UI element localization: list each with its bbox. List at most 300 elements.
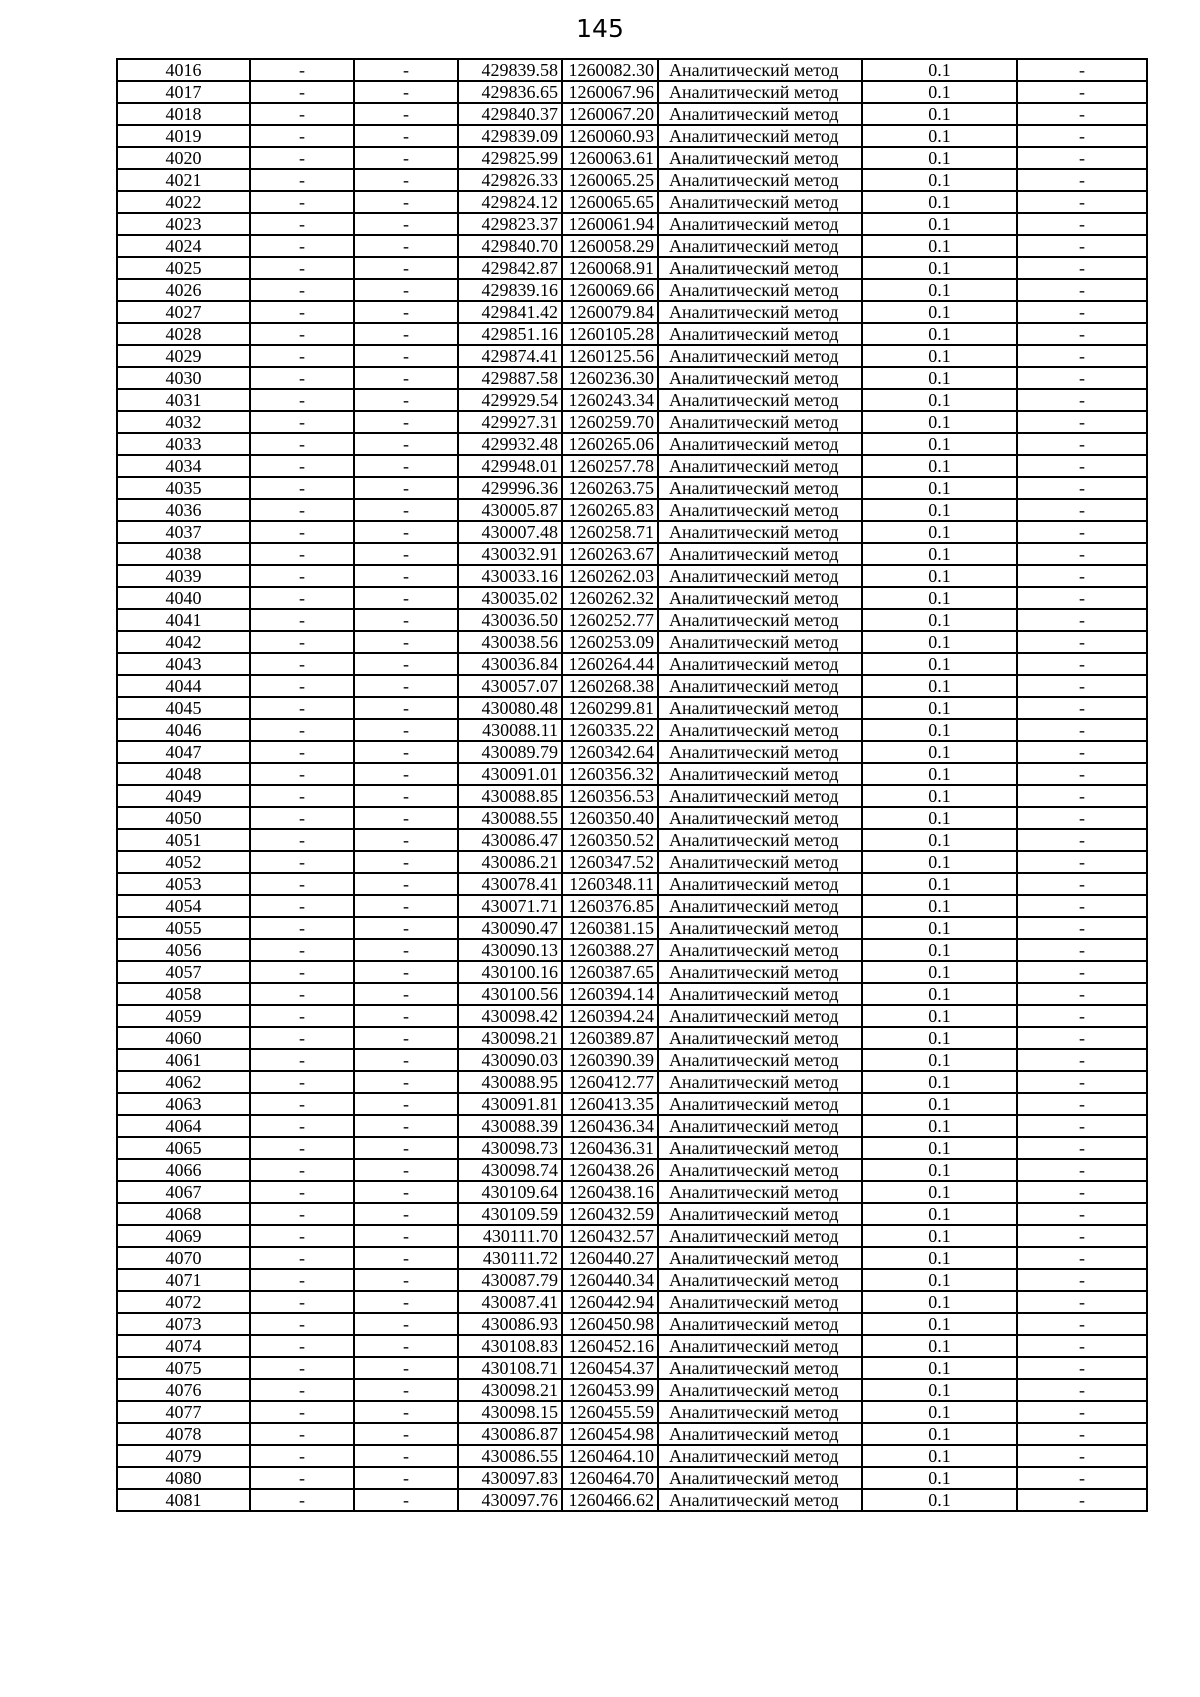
method-cell: Аналитический метод (658, 1401, 862, 1423)
empty-value-cell: - (250, 1247, 354, 1269)
point-number-cell: 4017 (117, 81, 250, 103)
accuracy-cell: 0.1 (862, 587, 1017, 609)
empty-value-cell: - (354, 81, 458, 103)
coordinate-x-cell: 430100.56 (458, 983, 562, 1005)
coordinate-y-cell: 1260299.81 (562, 697, 658, 719)
method-cell: Аналитический метод (658, 455, 862, 477)
empty-value-cell: - (1017, 213, 1147, 235)
empty-value-cell: - (354, 411, 458, 433)
coordinate-y-cell: 1260432.57 (562, 1225, 658, 1247)
coordinate-y-cell: 1260436.31 (562, 1137, 658, 1159)
table-row (117, 1313, 1147, 1335)
table-row (117, 477, 1147, 499)
empty-value-cell: - (354, 521, 458, 543)
coordinate-x-cell: 430036.84 (458, 653, 562, 675)
table-row (117, 169, 1147, 191)
coordinate-y-cell: 1260350.40 (562, 807, 658, 829)
empty-value-cell: - (250, 433, 354, 455)
point-number-cell: 4035 (117, 477, 250, 499)
point-number-cell: 4054 (117, 895, 250, 917)
coordinate-y-cell: 1260065.25 (562, 169, 658, 191)
point-number-cell: 4016 (117, 59, 250, 81)
coordinate-y-cell: 1260236.30 (562, 367, 658, 389)
empty-value-cell: - (250, 521, 354, 543)
coordinate-x-cell: 430109.59 (458, 1203, 562, 1225)
empty-value-cell: - (1017, 631, 1147, 653)
accuracy-cell: 0.1 (862, 741, 1017, 763)
coordinate-y-cell: 1260067.20 (562, 103, 658, 125)
point-number-cell: 4060 (117, 1027, 250, 1049)
coordinate-x-cell: 430098.42 (458, 1005, 562, 1027)
empty-value-cell: - (250, 1445, 354, 1467)
empty-value-cell: - (250, 1137, 354, 1159)
empty-value-cell: - (1017, 345, 1147, 367)
method-cell: Аналитический метод (658, 675, 862, 697)
coordinate-y-cell: 1260455.59 (562, 1401, 658, 1423)
coordinate-y-cell: 1260466.62 (562, 1489, 658, 1511)
accuracy-cell: 0.1 (862, 1115, 1017, 1137)
point-number-cell: 4023 (117, 213, 250, 235)
accuracy-cell: 0.1 (862, 719, 1017, 741)
method-cell: Аналитический метод (658, 499, 862, 521)
empty-value-cell: - (354, 1137, 458, 1159)
empty-value-cell: - (250, 345, 354, 367)
coordinate-y-cell: 1260454.98 (562, 1423, 658, 1445)
empty-value-cell: - (250, 829, 354, 851)
point-number-cell: 4022 (117, 191, 250, 213)
point-number-cell: 4046 (117, 719, 250, 741)
coordinate-x-cell: 430057.07 (458, 675, 562, 697)
empty-value-cell: - (354, 543, 458, 565)
empty-value-cell: - (354, 1445, 458, 1467)
coordinate-y-cell: 1260265.06 (562, 433, 658, 455)
empty-value-cell: - (354, 1247, 458, 1269)
coordinate-x-cell: 430098.73 (458, 1137, 562, 1159)
coordinate-x-cell: 429825.99 (458, 147, 562, 169)
method-cell: Аналитический метод (658, 1071, 862, 1093)
coordinate-x-cell: 430088.39 (458, 1115, 562, 1137)
coordinate-y-cell: 1260412.77 (562, 1071, 658, 1093)
empty-value-cell: - (1017, 279, 1147, 301)
accuracy-cell: 0.1 (862, 543, 1017, 565)
coordinate-x-cell: 429929.54 (458, 389, 562, 411)
table-row (117, 653, 1147, 675)
table-row (117, 1247, 1147, 1269)
method-cell: Аналитический метод (658, 301, 862, 323)
table-row (117, 895, 1147, 917)
coordinate-x-cell: 429839.16 (458, 279, 562, 301)
method-cell: Аналитический метод (658, 653, 862, 675)
coordinate-y-cell: 1260082.30 (562, 59, 658, 81)
empty-value-cell: - (354, 455, 458, 477)
empty-value-cell: - (354, 235, 458, 257)
accuracy-cell: 0.1 (862, 1225, 1017, 1247)
empty-value-cell: - (250, 1357, 354, 1379)
coordinate-y-cell: 1260125.56 (562, 345, 658, 367)
coordinate-y-cell: 1260253.09 (562, 631, 658, 653)
accuracy-cell: 0.1 (862, 279, 1017, 301)
accuracy-cell: 0.1 (862, 1005, 1017, 1027)
accuracy-cell: 0.1 (862, 1313, 1017, 1335)
coordinate-x-cell: 429842.87 (458, 257, 562, 279)
table-row (117, 939, 1147, 961)
empty-value-cell: - (1017, 1401, 1147, 1423)
coordinate-y-cell: 1260264.44 (562, 653, 658, 675)
table-row (117, 961, 1147, 983)
coordinate-x-cell: 429927.31 (458, 411, 562, 433)
coordinate-x-cell: 429932.48 (458, 433, 562, 455)
empty-value-cell: - (1017, 983, 1147, 1005)
coordinate-y-cell: 1260268.38 (562, 675, 658, 697)
table-row (117, 1005, 1147, 1027)
empty-value-cell: - (250, 895, 354, 917)
empty-value-cell: - (250, 1027, 354, 1049)
empty-value-cell: - (354, 1203, 458, 1225)
accuracy-cell: 0.1 (862, 631, 1017, 653)
coordinate-y-cell: 1260350.52 (562, 829, 658, 851)
accuracy-cell: 0.1 (862, 829, 1017, 851)
empty-value-cell: - (354, 169, 458, 191)
coordinate-x-cell: 430086.87 (458, 1423, 562, 1445)
coordinate-x-cell: 430098.21 (458, 1027, 562, 1049)
coordinate-x-cell: 429826.33 (458, 169, 562, 191)
method-cell: Аналитический метод (658, 147, 862, 169)
empty-value-cell: - (1017, 235, 1147, 257)
empty-value-cell: - (250, 81, 354, 103)
empty-value-cell: - (1017, 741, 1147, 763)
empty-value-cell: - (354, 565, 458, 587)
coordinate-y-cell: 1260061.94 (562, 213, 658, 235)
empty-value-cell: - (1017, 807, 1147, 829)
method-cell: Аналитический метод (658, 103, 862, 125)
coordinate-x-cell: 430090.47 (458, 917, 562, 939)
coordinate-y-cell: 1260063.61 (562, 147, 658, 169)
accuracy-cell: 0.1 (862, 1423, 1017, 1445)
empty-value-cell: - (250, 1423, 354, 1445)
empty-value-cell: - (354, 807, 458, 829)
empty-value-cell: - (354, 829, 458, 851)
accuracy-cell: 0.1 (862, 81, 1017, 103)
point-number-cell: 4034 (117, 455, 250, 477)
empty-value-cell: - (1017, 895, 1147, 917)
empty-value-cell: - (1017, 1489, 1147, 1511)
point-number-cell: 4073 (117, 1313, 250, 1335)
coordinate-x-cell: 430087.41 (458, 1291, 562, 1313)
point-number-cell: 4047 (117, 741, 250, 763)
accuracy-cell: 0.1 (862, 257, 1017, 279)
empty-value-cell: - (250, 389, 354, 411)
empty-value-cell: - (1017, 389, 1147, 411)
table-row (117, 1445, 1147, 1467)
accuracy-cell: 0.1 (862, 125, 1017, 147)
empty-value-cell: - (1017, 653, 1147, 675)
method-cell: Аналитический метод (658, 1203, 862, 1225)
table-row (117, 103, 1147, 125)
point-number-cell: 4025 (117, 257, 250, 279)
empty-value-cell: - (1017, 147, 1147, 169)
table-row (117, 1467, 1147, 1489)
empty-value-cell: - (1017, 1181, 1147, 1203)
empty-value-cell: - (1017, 829, 1147, 851)
empty-value-cell: - (354, 213, 458, 235)
empty-value-cell: - (1017, 521, 1147, 543)
method-cell: Аналитический метод (658, 1489, 862, 1511)
empty-value-cell: - (250, 169, 354, 191)
table-row (117, 587, 1147, 609)
empty-value-cell: - (250, 719, 354, 741)
accuracy-cell: 0.1 (862, 1159, 1017, 1181)
accuracy-cell: 0.1 (862, 961, 1017, 983)
method-cell: Аналитический метод (658, 191, 862, 213)
empty-value-cell: - (1017, 697, 1147, 719)
accuracy-cell: 0.1 (862, 917, 1017, 939)
method-cell: Аналитический метод (658, 851, 862, 873)
table-row (117, 1225, 1147, 1247)
coordinate-x-cell: 430038.56 (458, 631, 562, 653)
empty-value-cell: - (250, 1313, 354, 1335)
coordinate-x-cell: 430086.21 (458, 851, 562, 873)
empty-value-cell: - (250, 697, 354, 719)
empty-value-cell: - (1017, 1005, 1147, 1027)
coordinate-y-cell: 1260394.24 (562, 1005, 658, 1027)
table-row (117, 983, 1147, 1005)
empty-value-cell: - (250, 609, 354, 631)
method-cell: Аналитический метод (658, 125, 862, 147)
point-number-cell: 4068 (117, 1203, 250, 1225)
coordinate-x-cell: 430091.81 (458, 1093, 562, 1115)
method-cell: Аналитический метод (658, 477, 862, 499)
method-cell: Аналитический метод (658, 213, 862, 235)
method-cell: Аналитический метод (658, 411, 862, 433)
table-row (117, 1357, 1147, 1379)
empty-value-cell: - (1017, 1467, 1147, 1489)
method-cell: Аналитический метод (658, 609, 862, 631)
accuracy-cell: 0.1 (862, 1291, 1017, 1313)
table-row (117, 851, 1147, 873)
table-row (117, 741, 1147, 763)
empty-value-cell: - (250, 1159, 354, 1181)
accuracy-cell: 0.1 (862, 1489, 1017, 1511)
table-row (117, 257, 1147, 279)
point-number-cell: 4044 (117, 675, 250, 697)
empty-value-cell: - (250, 1269, 354, 1291)
point-number-cell: 4071 (117, 1269, 250, 1291)
empty-value-cell: - (250, 1203, 354, 1225)
accuracy-cell: 0.1 (862, 1379, 1017, 1401)
method-cell: Аналитический метод (658, 1357, 862, 1379)
coordinate-x-cell: 430088.11 (458, 719, 562, 741)
point-number-cell: 4074 (117, 1335, 250, 1357)
method-cell: Аналитический метод (658, 719, 862, 741)
empty-value-cell: - (250, 1225, 354, 1247)
empty-value-cell: - (250, 631, 354, 653)
point-number-cell: 4030 (117, 367, 250, 389)
accuracy-cell: 0.1 (862, 1093, 1017, 1115)
empty-value-cell: - (354, 1027, 458, 1049)
coordinate-x-cell: 430109.64 (458, 1181, 562, 1203)
accuracy-cell: 0.1 (862, 1335, 1017, 1357)
empty-value-cell: - (250, 1467, 354, 1489)
accuracy-cell: 0.1 (862, 477, 1017, 499)
empty-value-cell: - (250, 785, 354, 807)
coordinate-x-cell: 429839.09 (458, 125, 562, 147)
empty-value-cell: - (1017, 873, 1147, 895)
coordinate-x-cell: 430032.91 (458, 543, 562, 565)
method-cell: Аналитический метод (658, 433, 862, 455)
coordinate-y-cell: 1260436.34 (562, 1115, 658, 1137)
accuracy-cell: 0.1 (862, 873, 1017, 895)
empty-value-cell: - (354, 257, 458, 279)
method-cell: Аналитический метод (658, 1137, 862, 1159)
table-row (117, 411, 1147, 433)
point-number-cell: 4052 (117, 851, 250, 873)
accuracy-cell: 0.1 (862, 1049, 1017, 1071)
coordinate-y-cell: 1260389.87 (562, 1027, 658, 1049)
empty-value-cell: - (250, 147, 354, 169)
coordinate-x-cell: 430086.55 (458, 1445, 562, 1467)
coordinate-y-cell: 1260335.22 (562, 719, 658, 741)
method-cell: Аналитический метод (658, 1379, 862, 1401)
coordinate-y-cell: 1260390.39 (562, 1049, 658, 1071)
point-number-cell: 4033 (117, 433, 250, 455)
empty-value-cell: - (354, 587, 458, 609)
accuracy-cell: 0.1 (862, 675, 1017, 697)
accuracy-cell: 0.1 (862, 455, 1017, 477)
accuracy-cell: 0.1 (862, 1401, 1017, 1423)
method-cell: Аналитический метод (658, 587, 862, 609)
table-row (117, 521, 1147, 543)
coordinate-y-cell: 1260432.59 (562, 1203, 658, 1225)
empty-value-cell: - (1017, 939, 1147, 961)
accuracy-cell: 0.1 (862, 983, 1017, 1005)
coordinate-y-cell: 1260356.53 (562, 785, 658, 807)
table-row (117, 873, 1147, 895)
coordinate-x-cell: 429851.16 (458, 323, 562, 345)
empty-value-cell: - (354, 961, 458, 983)
coordinate-y-cell: 1260058.29 (562, 235, 658, 257)
coordinate-y-cell: 1260263.75 (562, 477, 658, 499)
accuracy-cell: 0.1 (862, 433, 1017, 455)
accuracy-cell: 0.1 (862, 389, 1017, 411)
method-cell: Аналитический метод (658, 895, 862, 917)
empty-value-cell: - (1017, 301, 1147, 323)
point-number-cell: 4058 (117, 983, 250, 1005)
coordinate-y-cell: 1260442.94 (562, 1291, 658, 1313)
coordinate-y-cell: 1260069.66 (562, 279, 658, 301)
method-cell: Аналитический метод (658, 1313, 862, 1335)
empty-value-cell: - (354, 917, 458, 939)
accuracy-cell: 0.1 (862, 1445, 1017, 1467)
empty-value-cell: - (250, 279, 354, 301)
coordinate-y-cell: 1260259.70 (562, 411, 658, 433)
table-row (117, 917, 1147, 939)
table-row (117, 499, 1147, 521)
empty-value-cell: - (354, 125, 458, 147)
empty-value-cell: - (1017, 1445, 1147, 1467)
coordinate-y-cell: 1260348.11 (562, 873, 658, 895)
empty-value-cell: - (250, 543, 354, 565)
empty-value-cell: - (354, 873, 458, 895)
accuracy-cell: 0.1 (862, 521, 1017, 543)
empty-value-cell: - (1017, 675, 1147, 697)
method-cell: Аналитический метод (658, 1445, 862, 1467)
table-row (117, 301, 1147, 323)
table-row (117, 59, 1147, 81)
table-row (117, 719, 1147, 741)
coordinate-x-cell: 430078.41 (458, 873, 562, 895)
point-number-cell: 4028 (117, 323, 250, 345)
empty-value-cell: - (250, 213, 354, 235)
point-number-cell: 4045 (117, 697, 250, 719)
coordinate-y-cell: 1260438.26 (562, 1159, 658, 1181)
empty-value-cell: - (354, 59, 458, 81)
coordinate-x-cell: 430087.79 (458, 1269, 562, 1291)
method-cell: Аналитический метод (658, 521, 862, 543)
accuracy-cell: 0.1 (862, 1357, 1017, 1379)
table-row (117, 147, 1147, 169)
point-number-cell: 4059 (117, 1005, 250, 1027)
method-cell: Аналитический метод (658, 1269, 862, 1291)
point-number-cell: 4018 (117, 103, 250, 125)
empty-value-cell: - (1017, 59, 1147, 81)
table-row (117, 1423, 1147, 1445)
table-row (117, 1071, 1147, 1093)
accuracy-cell: 0.1 (862, 103, 1017, 125)
coordinate-y-cell: 1260252.77 (562, 609, 658, 631)
method-cell: Аналитический метод (658, 961, 862, 983)
accuracy-cell: 0.1 (862, 1027, 1017, 1049)
coordinate-y-cell: 1260257.78 (562, 455, 658, 477)
accuracy-cell: 0.1 (862, 653, 1017, 675)
accuracy-cell: 0.1 (862, 697, 1017, 719)
table-row (117, 389, 1147, 411)
accuracy-cell: 0.1 (862, 939, 1017, 961)
coordinate-x-cell: 429887.58 (458, 367, 562, 389)
table-row (117, 323, 1147, 345)
empty-value-cell: - (1017, 323, 1147, 345)
coordinate-x-cell: 429996.36 (458, 477, 562, 499)
point-number-cell: 4029 (117, 345, 250, 367)
empty-value-cell: - (1017, 565, 1147, 587)
method-cell: Аналитический метод (658, 939, 862, 961)
coordinate-x-cell: 430033.16 (458, 565, 562, 587)
empty-value-cell: - (1017, 411, 1147, 433)
point-number-cell: 4021 (117, 169, 250, 191)
coordinate-y-cell: 1260263.67 (562, 543, 658, 565)
table-row (117, 543, 1147, 565)
point-number-cell: 4036 (117, 499, 250, 521)
table-row (117, 763, 1147, 785)
coordinate-x-cell: 430108.71 (458, 1357, 562, 1379)
empty-value-cell: - (1017, 1049, 1147, 1071)
coordinate-x-cell: 429839.58 (458, 59, 562, 81)
table-row (117, 1203, 1147, 1225)
empty-value-cell: - (354, 1181, 458, 1203)
method-cell: Аналитический метод (658, 565, 862, 587)
empty-value-cell: - (1017, 1203, 1147, 1225)
empty-value-cell: - (354, 279, 458, 301)
empty-value-cell: - (1017, 477, 1147, 499)
empty-value-cell: - (354, 1489, 458, 1511)
empty-value-cell: - (250, 653, 354, 675)
method-cell: Аналитический метод (658, 1247, 862, 1269)
empty-value-cell: - (250, 1401, 354, 1423)
table-row (117, 1489, 1147, 1511)
empty-value-cell: - (354, 1423, 458, 1445)
empty-value-cell: - (1017, 1313, 1147, 1335)
empty-value-cell: - (354, 147, 458, 169)
accuracy-cell: 0.1 (862, 191, 1017, 213)
